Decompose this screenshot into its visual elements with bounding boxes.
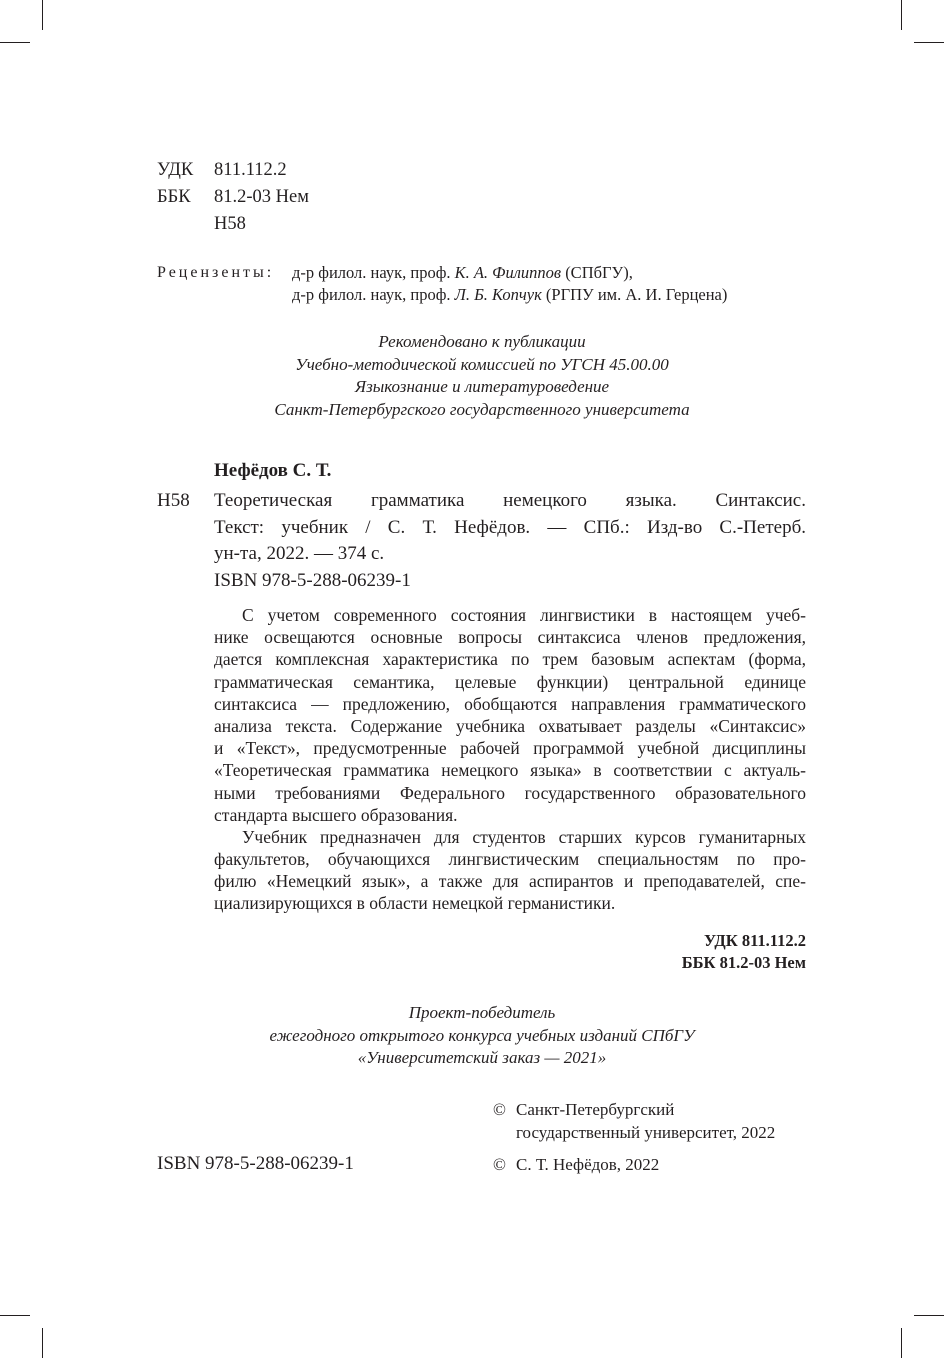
abstract-line: филю «Немецкий язык», а также для аспирантов и преподавателей, спе- <box>214 871 806 892</box>
reviewer-degree: д-р филол. наук, проф. <box>292 285 451 304</box>
reviewers-label: Рецензенты: <box>157 264 275 281</box>
abstract-line: «Теоретическая грамматика немецкого языка» в соответствии с актуаль- <box>214 760 806 781</box>
crop-mark-bottom-left-h <box>0 1315 30 1316</box>
copyright-icon: © <box>493 1155 506 1174</box>
crop-mark-bottom-right-v <box>901 1328 902 1358</box>
reviewer-degree: д-р филол. наук, проф. <box>292 263 451 282</box>
author-heading: Нефёдов С. Т. <box>214 460 332 481</box>
abstract <box>214 604 806 915</box>
crop-mark-bottom-right-h <box>914 1315 944 1316</box>
index-codes <box>556 930 806 974</box>
abstract-line: и «Текст», предусмотренные рабочей программой учебной дисциплины <box>214 738 806 759</box>
reviewer-affiliation: (СПбГУ), <box>565 263 633 282</box>
contest-line: ежегодного открытого конкурса учебных изданий СПбГУ <box>269 1025 695 1045</box>
crop-mark-top-left-v <box>42 0 43 30</box>
recommendation-line: Учебно-методической комиссией по УГСН 45.00.00 <box>295 354 669 374</box>
catalog-code: Н58 <box>157 490 190 511</box>
bbk-value: 81.2-03 Нем <box>214 187 309 207</box>
abstract-line: грамматическая семантика, целевые функции) центральной единице <box>214 671 806 692</box>
recommendation-line: Языкознание и литературоведение <box>354 377 610 396</box>
crop-mark-top-right-h <box>914 42 944 43</box>
bbk-row <box>0 186 944 208</box>
copyright-holder: государственный университет, 2022 <box>516 1122 776 1142</box>
index-bbk: ББК 81.2-03 Нем <box>681 953 806 972</box>
abstract-line: С учетом современного состояния лингвистики в настоящем учеб- <box>242 605 806 625</box>
recommendation-line: Рекомендовано к публикации <box>378 332 586 351</box>
reviewer-name: Л. Б. Копчук <box>454 285 542 304</box>
index-udc: УДК 811.112.2 <box>703 931 806 950</box>
biblio-line: Текст: учебник / С. Т. Нефёдов. — СПб.: Изд-во С.-Петерб. <box>214 516 806 538</box>
abstract-line: факультетов, обучающихся лингвистическим специальностям по про- <box>214 849 806 870</box>
abstract-line: ными требованиями Федерального государственного образовательного <box>214 782 806 803</box>
contest-line: Проект-победитель <box>408 1003 556 1022</box>
udc-value: 811.112.2 <box>214 160 287 180</box>
reviewer-line <box>292 284 727 306</box>
crop-mark-top-left-h <box>0 42 30 43</box>
recommendation-block <box>157 331 807 421</box>
abstract-line: циализирующихся в области немецкой германистики. <box>214 893 616 914</box>
copyright-holder: С. Т. Нефёдов, 2022 <box>516 1155 660 1174</box>
isbn-footer: ISBN 978-5-288-06239-1 <box>157 1153 354 1174</box>
author-sign-row <box>0 213 944 235</box>
crop-mark-bottom-left-v <box>42 1328 43 1358</box>
abstract-line: синтаксиса — предложению, обобщаются направления грамматического <box>214 693 806 714</box>
reviewer-affiliation: (РГПУ им. А. И. Герцена) <box>545 285 728 304</box>
reviewer-name: К. А. Филиппов <box>454 263 562 282</box>
abstract-line: стандарта высшего образования. <box>214 804 458 825</box>
biblio-isbn: ISBN 978-5-288-06239-1 <box>214 569 411 591</box>
bbk-label: ББК <box>157 187 191 207</box>
abstract-line: дается комплексная характеристика по трем базовым аспектам (форма, <box>214 649 806 670</box>
author-sign-value: Н58 <box>214 214 246 234</box>
copyright-icon: © <box>493 1100 506 1119</box>
copyright-holder: Санкт-Петербургский <box>516 1100 675 1119</box>
reviewer-line <box>292 262 633 284</box>
crop-mark-top-right-v <box>901 0 902 30</box>
recommendation-line: Санкт-Петербургского государственного университета <box>274 399 690 419</box>
bibliographic-description <box>214 488 806 594</box>
abstract-line: анализа текста. Содержание учебника охватывает разделы «Синтаксис» <box>214 715 806 736</box>
abstract-line: нике освещаются основные вопросы синтаксиса членов предложения, <box>214 627 806 648</box>
udc-label: УДК <box>157 160 194 180</box>
biblio-line: Теоретическая грамматика немецкого языка. Синтаксис. <box>214 490 806 511</box>
abstract-line: Учебник предназначен для студентов старших курсов гуманитарных <box>242 826 806 847</box>
contest-line: «Университетский заказ — 2021» <box>357 1048 607 1067</box>
contest-block <box>157 1002 807 1070</box>
udc-row <box>0 159 944 181</box>
biblio-line: ун-та, 2022. — 374 с. <box>214 543 385 565</box>
